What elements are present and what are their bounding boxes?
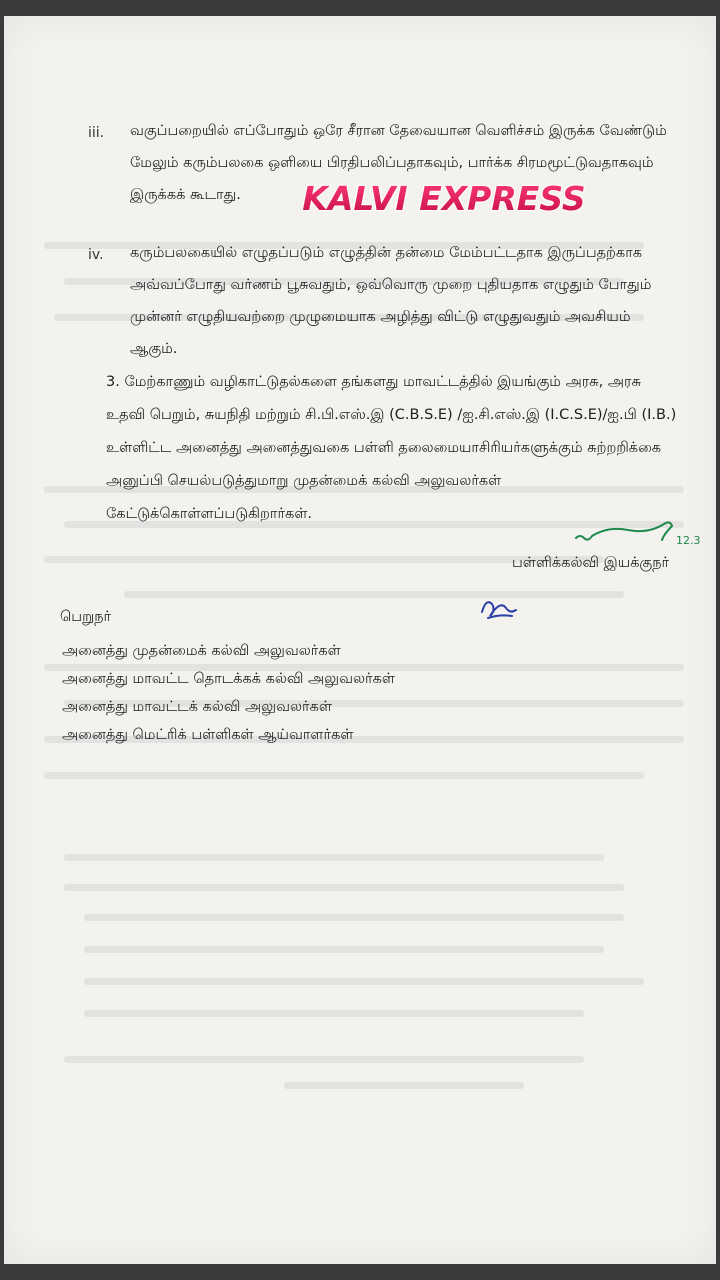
point-iii-line-2: மேலும் கரும்பலகை ஒளியை பிரதிபலிப்பதாகவும், பார்க்க சிரமமூட்டுவதாகவும்	[130, 155, 654, 171]
document-page	[4, 16, 716, 1264]
signatory-designation: பள்ளிக்கல்வி இயக்குநர்	[512, 555, 670, 571]
point-iv-line-1: கரும்பலகையில் எழுதப்படும் எழுத்தின் தன்மை மேம்பட்டதாக இருப்பதற்காக	[130, 245, 643, 261]
roman-numeral-iv: iv.	[88, 247, 104, 263]
recipient-3: அனைத்து மாவட்டக் கல்வி அலுவலர்கள்	[62, 699, 332, 715]
para3-line-4: அனுப்பி செயல்படுத்துமாறு முதன்மைக் கல்வி அலுவலர்கள்	[106, 473, 502, 489]
kalvi-express-watermark	[276, 172, 612, 224]
para3-line-3: உள்ளிட்ட அனைத்து அனைத்துவகை பள்ளி தலைமையாசிரியர்களுக்கும் சுற்றறிக்கை	[106, 440, 662, 456]
point-iv-line-3: முன்னர் எழுதியவற்றை முழுமையாக அழித்து விட்டு எழுதுவதும் அவசியம்	[130, 309, 631, 325]
handwritten-signature	[568, 510, 716, 556]
recipient-1: அனைத்து முதன்மைக் கல்வி அலுவலர்கள்	[62, 643, 341, 659]
signature-date: 12.3	[676, 534, 701, 547]
point-iv-line-4: ஆகும்.	[130, 341, 178, 357]
para3-line-5: கேட்டுக்கொள்ளப்படுகிறார்கள்.	[106, 506, 313, 522]
recipients-heading: பெறுநர்	[60, 609, 112, 625]
roman-numeral-iii: iii.	[88, 125, 105, 141]
point-iv-line-2: அவ்வப்போது வர்ணம் பூசுவதும், ஒவ்வொரு முறை புதியதாக எழுதும் போதும்	[130, 277, 652, 293]
initial-signature	[476, 590, 520, 624]
recipient-2: அனைத்து மாவட்ட தொடக்கக் கல்வி அலுவலர்கள்	[62, 671, 395, 687]
point-iii-line-3: இருக்கக் கூடாது.	[130, 187, 241, 203]
point-iii-line-1: வகுப்பறையில் எப்போதும் ஒரே சீரான தேவையான வெளிச்சம் இருக்க வேண்டும்	[130, 123, 667, 139]
para3-line-2: உதவி பெறும், சுயநிதி மற்றும் சி.பி.எஸ்.இ (C.B.S.E) /ஐ.சி.எஸ்.இ (I.C.S.E)/ஐ.பி (I.B.)	[106, 407, 677, 423]
recipient-4: அனைத்து மெட்ரிக் பள்ளிகள் ஆய்வாளர்கள்	[62, 727, 354, 743]
watermark-text: KALVI EXPRESS	[302, 179, 586, 218]
para3-line-1: 3. மேற்காணும் வழிகாட்டுதல்களை தங்களது மாவட்டத்தில் இயங்கும் அரசு, அரசு	[106, 374, 641, 390]
